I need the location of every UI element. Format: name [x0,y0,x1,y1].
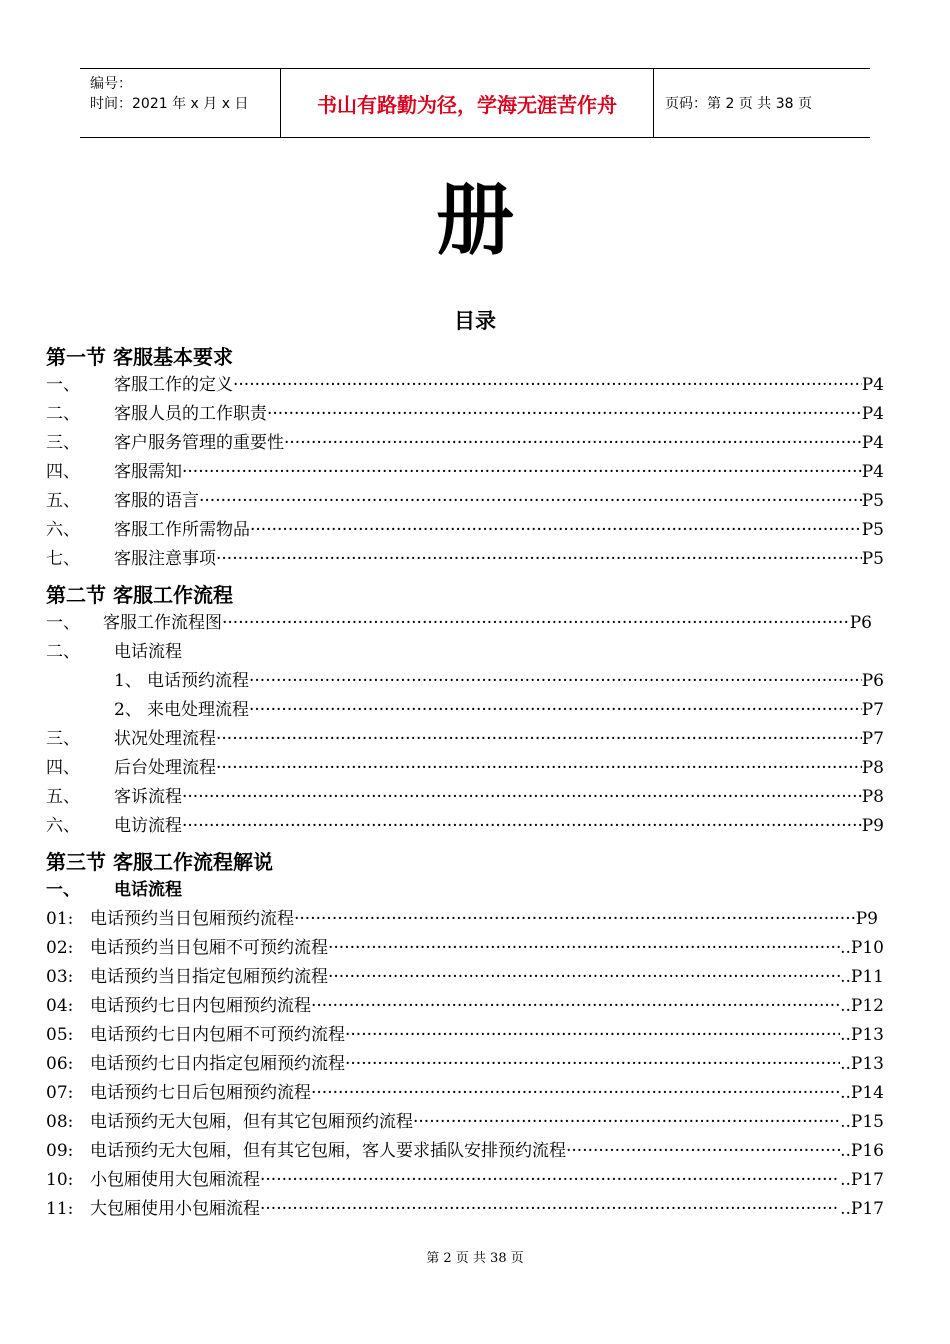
toc-entry[interactable] [46,547,884,571]
toc-entry[interactable] [46,489,884,513]
entry-number: 2、 [114,700,142,720]
toc-entry[interactable] [46,756,884,780]
entry-page: ..P11 [840,967,884,987]
entry-title: 客诉流程 [114,787,182,807]
entry-page: P5 [861,520,884,540]
entry-number: 六、 [46,816,80,836]
leader-dots [222,611,850,635]
toc-subentry[interactable] [114,698,884,722]
entry-title: 客服的语言 [114,491,199,511]
entry-title: 客服工作流程图 [103,613,222,633]
entry-number: 1、 [114,671,142,691]
leader-dots [182,460,862,484]
toc-title: 目录 [454,309,496,333]
entry-title: 电访流程 [114,816,182,836]
toc-entry[interactable] [46,994,884,1018]
entry-number: 11: [46,1199,74,1219]
entry-page: ..P13 [840,1054,884,1074]
entry-page: ..P12 [840,996,884,1016]
leader-dots [182,785,862,809]
entry-title: 电话预约七日内包厢预约流程 [90,996,311,1016]
toc-entry[interactable] [46,1081,884,1105]
toc-subentry[interactable] [114,669,884,693]
entry-page: P4 [861,404,884,424]
page-footer: 第 2 页 共 38 页 [426,1251,524,1266]
entry-page: P5 [861,549,884,569]
leader-dots [311,994,840,1018]
header-meta [80,69,281,137]
entry-number: 02: [46,938,74,958]
entry-title: 电话预约当日指定包厢预约流程 [90,967,328,987]
leader-dots [328,936,840,960]
toc-entry[interactable] [46,1023,884,1047]
header-page-info: 页码：第 2 页 共 38 页 [665,96,812,112]
entry-number: 一、 [46,375,80,395]
entry-number: 03: [46,967,74,987]
entry-title: 电话流程 [114,880,182,900]
leader-dots [216,756,862,780]
entry-title: 电话预约无大包厢，但有其它包厢，客人要求插队安排预约流程 [90,1141,566,1161]
entry-title: 客服注意事项 [114,549,216,569]
entry-title: 客服人员的工作职责 [114,404,267,424]
leader-dots [413,1110,840,1134]
leader-dots [267,402,862,426]
entry-title: 小包厢使用大包厢流程 [90,1170,260,1190]
toc-entry[interactable] [46,785,884,809]
entry-title: 客服工作的定义 [114,375,233,395]
toc-entry[interactable] [46,1110,884,1134]
entry-title: 电话预约流程 [147,671,249,691]
leader-dots [566,1139,840,1163]
toc-entry[interactable] [46,373,884,397]
entry-page: P5 [861,491,884,511]
entry-number: 五、 [46,787,80,807]
entry-title: 电话预约七日内指定包厢预约流程 [90,1054,345,1074]
leader-dots [311,1081,840,1105]
leader-dots [216,547,862,571]
entry-number: 四、 [46,462,80,482]
entry-number: 05: [46,1025,74,1045]
toc-entry[interactable] [46,1197,884,1221]
entry-number: 10: [46,1170,74,1190]
entry-title: 电话预约七日内包厢不可预约流程 [90,1025,345,1045]
entry-page: ..P15 [840,1112,884,1132]
entry-title: 客服工作所需物品 [114,520,250,540]
entry-title: 电话预约七日后包厢预约流程 [90,1083,311,1103]
entry-number: 04: [46,996,74,1016]
entry-page: P6 [849,613,872,633]
toc-entry[interactable] [46,814,884,838]
entry-number: 08: [46,1112,74,1132]
entry-number: 三、 [46,433,80,453]
entry-number: 二、 [46,642,80,662]
toc-entry[interactable] [46,936,884,960]
entry-title: 电话预约当日包厢预约流程 [90,909,294,929]
entry-page: ..P17 [840,1199,884,1219]
entry-title: 电话流程 [114,642,182,662]
entry-page: P7 [861,700,884,720]
leader-dots [250,518,862,542]
entry-page: P9 [861,816,884,836]
section-heading-2: 第二节 客服工作流程 [46,583,233,607]
toc-entry[interactable] [46,1139,884,1163]
leader-dots [260,1168,840,1192]
entry-page: ..P14 [840,1083,884,1103]
entry-title: 客户服务管理的重要性 [114,433,284,453]
leader-dots [328,965,840,989]
toc-entry[interactable] [46,965,884,989]
entry-number: 四、 [46,758,80,778]
leader-dots [284,431,862,455]
entry-title: 电话预约无大包厢，但有其它包厢预约流程 [90,1112,413,1132]
entry-number: 一、 [46,613,80,633]
title-character: 册 [435,176,514,266]
entry-number: 二、 [46,404,80,424]
entry-page: P9 [855,909,878,929]
entry-page: ..P10 [840,938,884,958]
leader-dots [249,669,862,693]
entry-page: ..P17 [840,1170,884,1190]
entry-title: 来电处理流程 [147,700,249,720]
toc-entry[interactable] [46,1052,884,1076]
entry-page: P4 [861,433,884,453]
leader-dots [294,907,856,931]
entry-title: 状况处理流程 [114,729,216,749]
leader-dots [182,814,862,838]
toc-entry[interactable] [46,907,878,931]
toc-entry [46,640,884,664]
entry-title: 电话预约当日包厢不可预约流程 [90,938,328,958]
section-heading-1: 第一节 客服基本要求 [46,345,233,369]
leader-dots [249,698,862,722]
entry-number: 七、 [46,549,80,569]
entry-page: P8 [861,758,884,778]
leader-dots [345,1023,840,1047]
entry-number: 09: [46,1141,74,1161]
entry-title: 客服需知 [114,462,182,482]
leader-dots [345,1052,840,1076]
entry-number: 06: [46,1054,74,1074]
entry-number: 三、 [46,729,80,749]
entry-number: 五、 [46,491,80,511]
toc-subheading [46,878,884,902]
time-label: 时间：2021 年 x 月 x 日 [90,96,249,112]
section-heading-3: 第三节 客服工作流程解说 [46,850,273,874]
entry-page: P7 [861,729,884,749]
entry-title: 后台处理流程 [114,758,216,778]
leader-dots [216,727,862,751]
toc-entry[interactable] [46,727,884,751]
toc-entry[interactable] [46,402,884,426]
entry-number: 一、 [46,880,80,900]
entry-page: P4 [861,462,884,482]
toc-entry[interactable] [46,460,884,484]
page-header [80,68,870,138]
toc-entry[interactable] [46,611,872,635]
toc-entry[interactable] [46,1168,884,1192]
leader-dots [233,373,862,397]
toc-entry[interactable] [46,431,884,455]
entry-number: 01: [46,909,74,929]
entry-title: 大包厢使用小包厢流程 [90,1199,260,1219]
entry-page: ..P13 [840,1025,884,1045]
entry-page: P4 [861,375,884,395]
entry-page: P8 [861,787,884,807]
entry-page: ..P16 [840,1141,884,1161]
leader-dots [260,1197,840,1221]
leader-dots [199,489,862,513]
number-label: 编号： [90,76,132,92]
entry-page: P6 [861,671,884,691]
header-motto: 书山有路勤为径，学海无涯苦作舟 [281,69,654,137]
entry-number: 07: [46,1083,74,1103]
toc-entry[interactable] [46,518,884,542]
entry-number: 六、 [46,520,80,540]
